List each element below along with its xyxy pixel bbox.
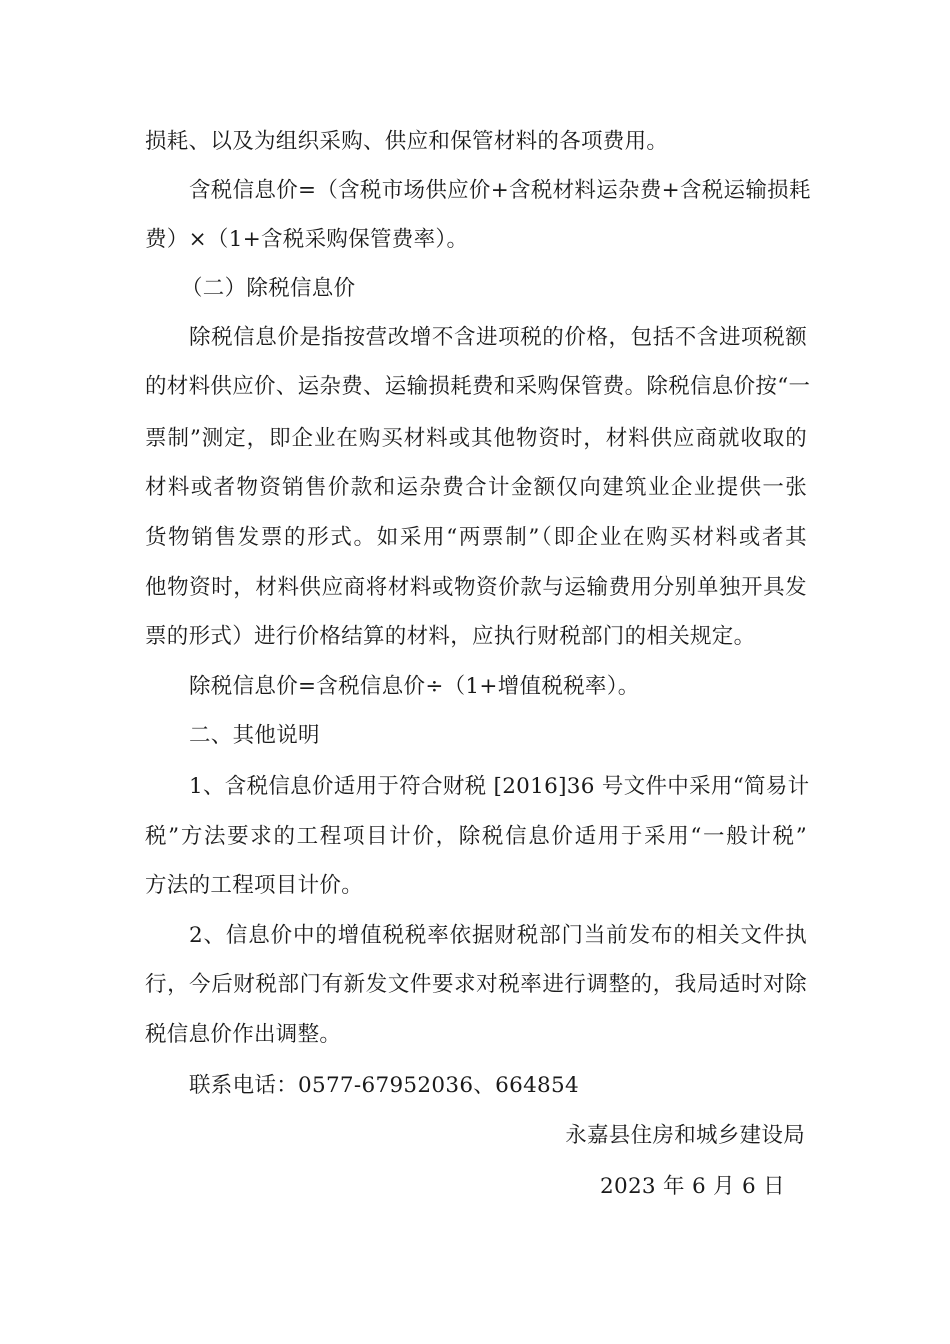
note-item-1-continuation: 方法的工程项目计价。 <box>145 873 364 898</box>
paragraph-line: 除税信息价是指按营改增不含进项税的价格，包括不含进项税额 <box>189 325 807 350</box>
note-item-2-continuation: 税信息价作出调整。 <box>145 1022 342 1047</box>
note-item-1-continuation: 税”方法要求的工程项目计价，除税信息价适用于采用“一般计税” <box>145 824 807 849</box>
paragraph-line: 材料或者物资销售价款和运杂费合计金额仅向建筑业企业提供一张 <box>145 475 807 500</box>
section-heading-other-notes: 二、其他说明 <box>189 723 320 748</box>
signature-organization: 永嘉县住房和城乡建设局 <box>565 1123 805 1148</box>
note-item-2: 2、信息价中的增值税税率依据财税部门当前发布的相关文件执 <box>189 923 807 948</box>
signature-date: 2023 年 6 月 6 日 <box>600 1174 785 1199</box>
paragraph-line: 的材料供应价、运杂费、运输损耗费和采购保管费。除税信息价按“一 <box>145 374 811 399</box>
contact-phone: 联系电话：0577-67952036、664854 <box>189 1073 579 1098</box>
paragraph-line: 票的形式）进行价格结算的材料，应执行财税部门的相关规定。 <box>145 624 756 649</box>
paragraph-line: 损耗、以及为组织采购、供应和保管材料的各项费用。 <box>145 129 669 154</box>
formula-tax-exclusive-price: 除税信息价=含税信息价÷（1+增值税税率）。 <box>189 674 640 699</box>
paragraph-line: 票制”测定，即企业在购买材料或其他物资时，材料供应商就收取的 <box>145 426 807 451</box>
paragraph-line: 货物销售发票的形式。如采用“两票制”（即企业在购买材料或者其 <box>145 525 807 550</box>
paragraph-line: 他物资时，材料供应商将材料或物资价款与运输费用分别单独开具发 <box>145 575 807 600</box>
formula-continuation: 费）×（1+含税采购保管费率）。 <box>145 227 469 252</box>
note-item-2-continuation: 行，今后财税部门有新发文件要求对税率进行调整的，我局适时对除 <box>145 972 807 997</box>
section-heading-tax-exclusive-price: （二）除税信息价 <box>181 276 356 301</box>
note-item-1: 1、含税信息价适用于符合财税 [2016]36 号文件中采用“简易计 <box>189 774 810 799</box>
formula-tax-inclusive-price: 含税信息价=（含税市场供应价+含税材料运杂费+含税运输损耗 <box>189 178 811 203</box>
